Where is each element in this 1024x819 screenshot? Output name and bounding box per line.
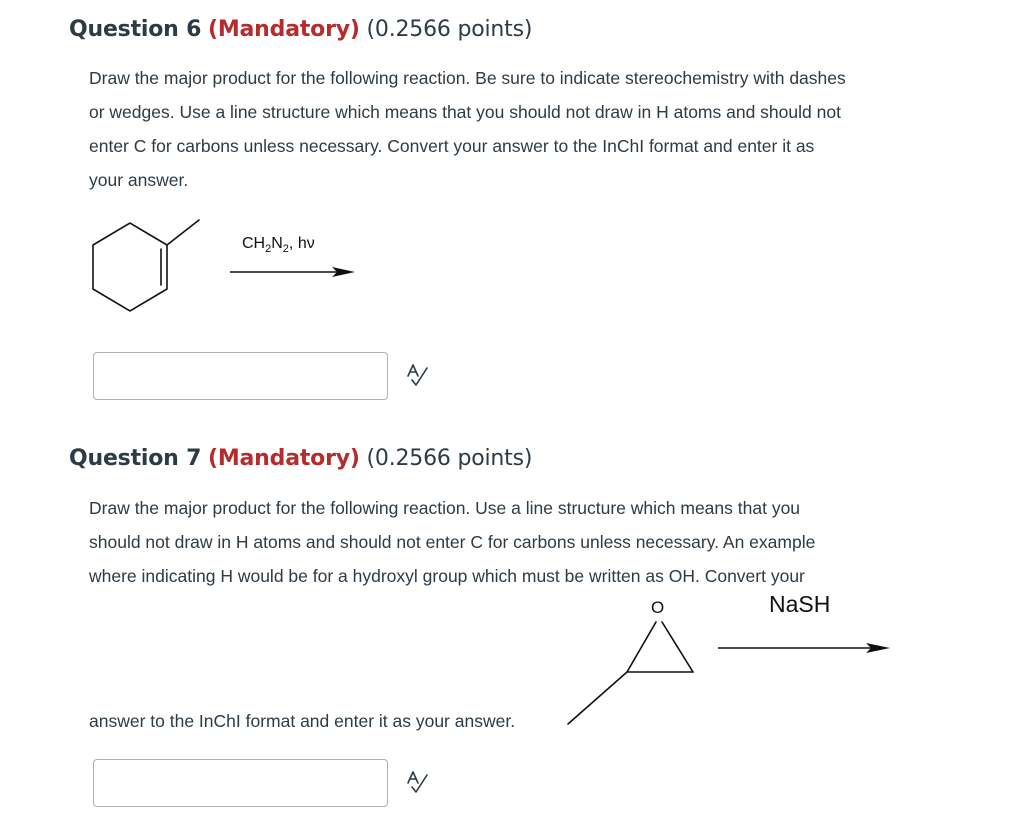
reaction-arrow-q6 — [228, 264, 358, 280]
reagent-q6: $CH_2N_2$, hν — [242, 235, 315, 256]
mandatory-label: (Mandatory) — [207, 17, 360, 42]
question-7-line-1: Draw the major product for the following reaction. Use a line structure which means that you — [89, 498, 801, 518]
question-title: Question 6 — [69, 17, 202, 42]
question-7-line-3: where indicating H would be for a hydroxyl group which must be written as OH. Convert your — [89, 566, 805, 586]
methylcyclohexene-structure — [85, 212, 210, 324]
methyloxirane-structure — [560, 610, 700, 735]
reaction-arrow-q7 — [716, 640, 894, 656]
mandatory-label: (Mandatory) — [207, 446, 360, 471]
question-7-line-2: should not draw in H atoms and should not enter C for carbons unless necessary. An example — [89, 532, 816, 552]
question-6-header — [69, 17, 532, 42]
points-label: (0.2566 points) — [366, 17, 533, 42]
oxygen-atom-label: O — [651, 598, 665, 617]
reagent-q7: NaSH — [769, 591, 831, 617]
question-6-line-1: Draw the major product for the following reaction. Be sure to indicate stereochemistry with dashes — [89, 68, 846, 88]
points-label: (0.2566 points) — [366, 446, 533, 471]
spellcheck-icon[interactable] — [404, 770, 430, 796]
spellcheck-icon[interactable] — [404, 363, 430, 389]
question-7-line-4: answer to the InChI format and enter it as your answer. — [89, 711, 516, 731]
question-7-header — [69, 446, 532, 471]
answer-input-q7[interactable] — [93, 759, 388, 807]
question-6-line-3: enter C for carbons unless necessary. Convert your answer to the InChI format and enter it as — [89, 136, 815, 156]
question-6-line-2: or wedges. Use a line structure which means that you should not draw in H atoms and should not — [89, 102, 841, 122]
question-6-line-4: your answer. — [89, 170, 189, 190]
question-title: Question 7 — [69, 446, 202, 471]
answer-input-q6[interactable] — [93, 352, 388, 400]
